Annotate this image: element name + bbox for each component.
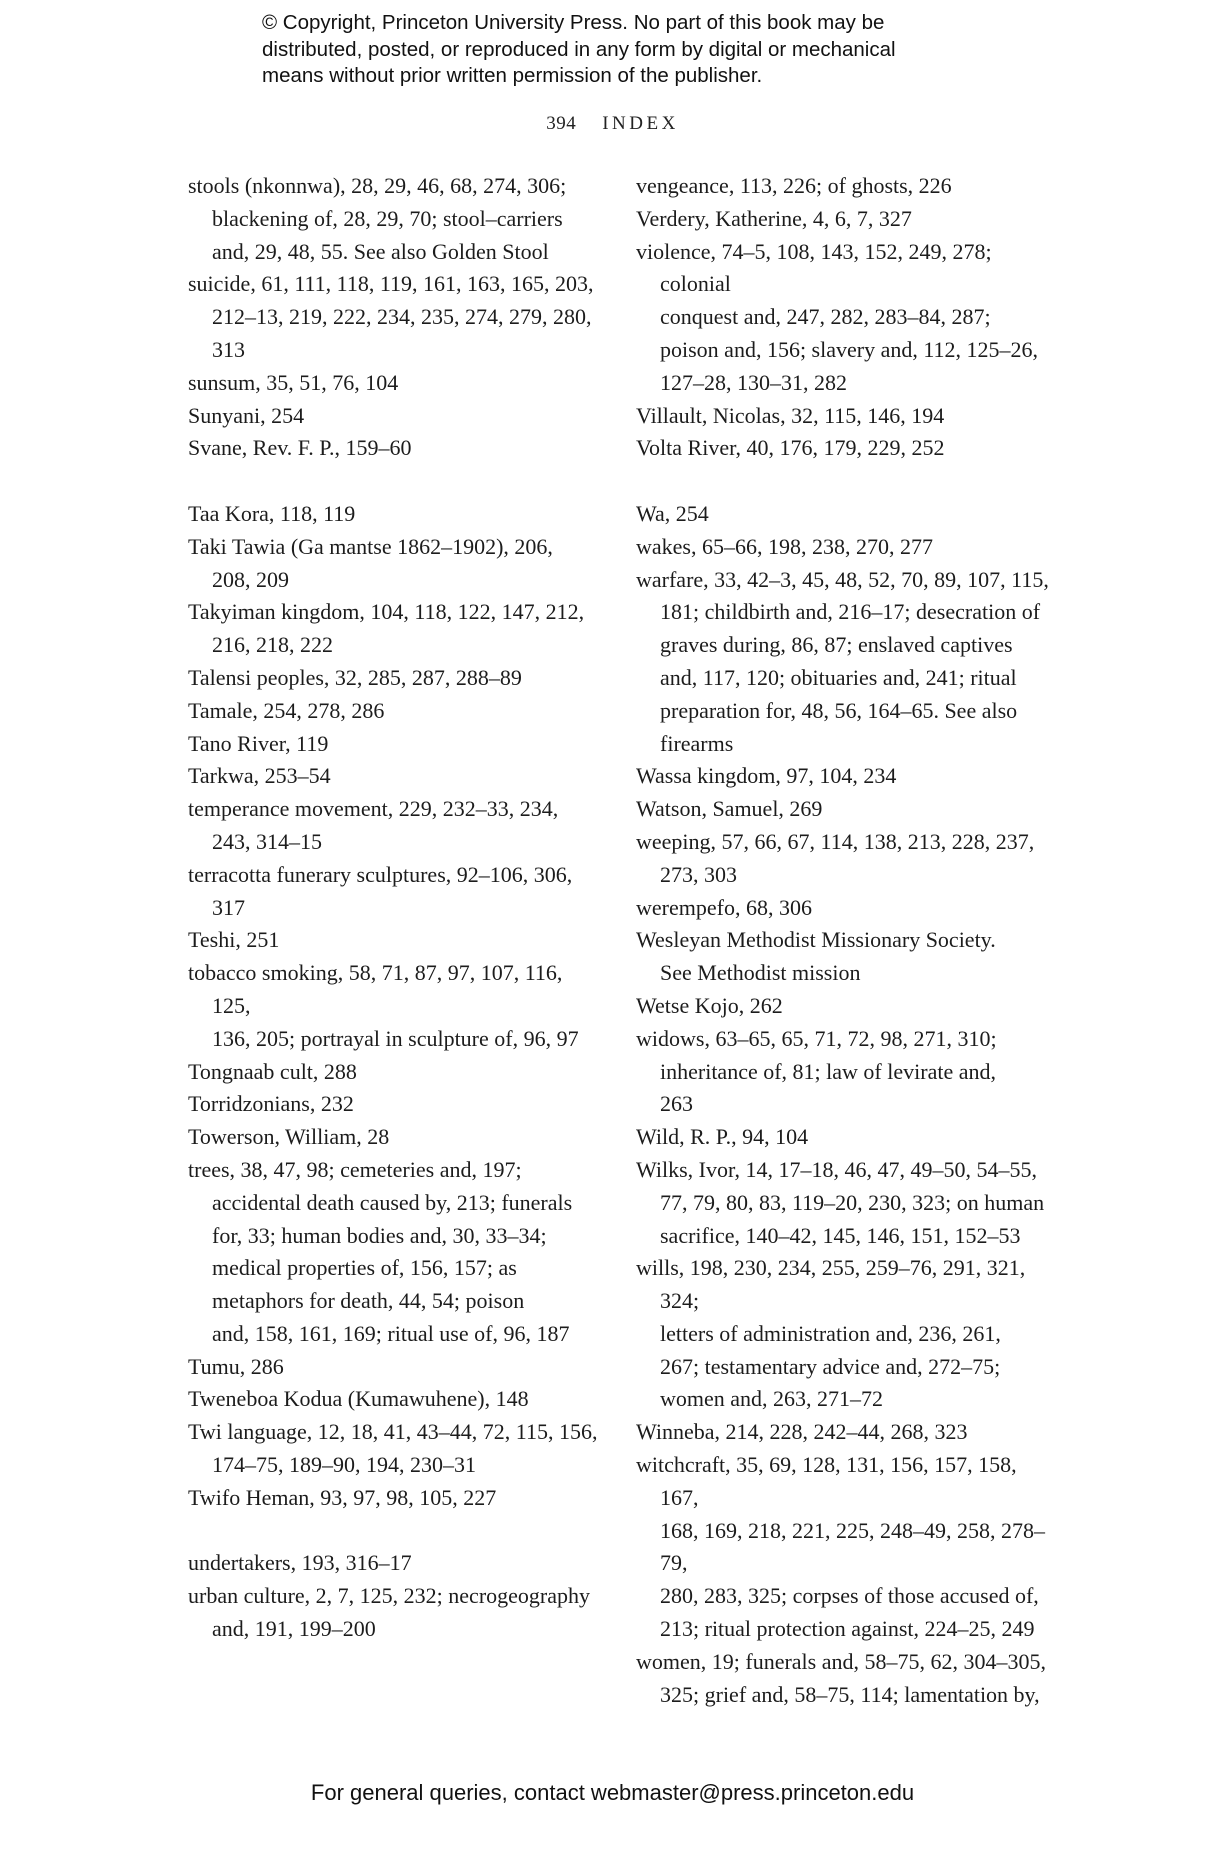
index-entry: sunsum, 35, 51, 76, 104: [188, 369, 399, 395]
running-title: INDEX: [602, 113, 679, 134]
index-entry: Torridzonians, 232: [188, 1091, 354, 1117]
index-entry: Wetse Kojo, 262: [636, 992, 783, 1018]
index-entry: vengeance, 113, 226; of ghosts, 226: [636, 173, 952, 198]
index-entry: urban culture, 2, 7, 125, 232; necrogeography and, 191, 199–200: [188, 1583, 590, 1642]
index-entry: Wesleyan Methodist Missionary Society. See Methodist mission: [636, 927, 996, 986]
index-entry: Tarkwa, 253–54: [188, 763, 331, 789]
index-entry: werempefo, 68, 306: [636, 894, 812, 920]
index-entry: Taki Tawia (Ga mantse 1862–1902), 206, 208, 209: [188, 533, 553, 592]
footer-contact: [0, 1780, 1225, 1806]
index-entry: undertakers, 193, 316–17: [188, 1550, 412, 1576]
index-entry: Tano River, 119: [188, 730, 329, 756]
index-entry: Tweneboa Kodua (Kumawuhene), 148: [188, 1386, 529, 1412]
index-entry: tobacco smoking, 58, 71, 87, 97, 107, 116, 125, 136, 205; portrayal in sculpture of, 96, 97: [188, 960, 579, 1051]
index-entry: weeping, 57, 66, 67, 114, 138, 213, 228, 237, 273, 303: [636, 828, 1035, 887]
index-entry: violence, 74–5, 108, 143, 152, 249, 278; colonial conquest and, 247, 282, 283–84, 287; poison and, 156; slavery and, 112, 125–26, 127–28, 130–31, 282: [636, 238, 1039, 395]
index-entry: wills, 198, 230, 234, 255, 259–76, 291, 321, 324; letters of administration and, 236, 261, 267; testamentary advice and, 272–75; women and, 263, 271–72: [636, 1255, 1026, 1412]
index-entry: women, 19; funerals and, 58–75, 62, 304–305, 325; grief and, 58–75, 114; lamentation by,: [636, 1648, 1046, 1707]
index-entry: Tumu, 286: [188, 1353, 284, 1379]
letter-group-gap: [636, 465, 1056, 498]
index-entry: Volta River, 40, 176, 179, 229, 252: [636, 435, 945, 461]
letter-group-gap: [188, 465, 598, 498]
index-entry: Towerson, William, 28: [188, 1124, 390, 1150]
index-entry: stools (nkonnwa), 28, 29, 46, 68, 274, 306; blackening of, 28, 29, 70; stool–carriers and, 29, 48, 55. See also Golden Stool: [188, 173, 567, 264]
index-entry: Wassa kingdom, 97, 104, 234: [636, 763, 897, 789]
index-entry: Twi language, 12, 18, 41, 43–44, 72, 115, 156, 174–75, 189–90, 194, 230–31: [188, 1419, 598, 1478]
index-entry: suicide, 61, 111, 118, 119, 161, 163, 165, 203, 212–13, 219, 222, 234, 235, 274, 279, 280, 313: [188, 271, 594, 362]
index-entry: Tamale, 254, 278, 286: [188, 697, 385, 723]
copyright-notice: [262, 10, 1022, 90]
index-entry: Teshi, 251: [188, 927, 280, 953]
index-entry: witchcraft, 35, 69, 128, 131, 156, 157, 158, 167, 168, 169, 218, 221, 225, 248–49, 258, 278–79, 280, 283, 325; corpses of those accused of, 213; ritual protection against, 224–25, 249: [636, 1452, 1045, 1642]
index-entry: Taa Kora, 118, 119: [188, 500, 356, 526]
index-entry: warfare, 33, 42–3, 45, 48, 52, 70, 89, 107, 115, 181; childbirth and, 216–17; desecration of graves during, 86, 87; enslaved captives and, 117, 120; obituaries and, 241; ritual preparation for, 48, 56, 164–65. See also firearms: [636, 566, 1049, 756]
copyright-text: © Copyright, Princeton University Press. No part of this book may be distributed, posted, or reproduced in any form by digital or mechanical means without prior written permission of the publisher.: [262, 11, 896, 87]
index-entry: terracotta funerary sculptures, 92–106, 306, 317: [188, 861, 573, 920]
running-head: [0, 113, 1225, 135]
index-entry: trees, 38, 47, 98; cemeteries and, 197; accidental death caused by, 213; funerals for, 33; human bodies and, 30, 33–34; medical properties of, 156, 157; as metaphors for death, 44, 54; poison and, 158, 161, 169; ritual use of, 96, 187: [188, 1156, 573, 1346]
index-entry: Sunyani, 254: [188, 402, 305, 428]
index-entry: Winneba, 214, 228, 242–44, 268, 323: [636, 1419, 968, 1445]
footer-text: For general queries, contact webmaster@press.princeton.edu: [310, 1780, 915, 1805]
index-entry: widows, 63–65, 65, 71, 72, 98, 271, 310; inheritance of, 81; law of levirate and, 263: [636, 1025, 997, 1117]
index-entry: Wa, 254: [636, 500, 709, 526]
index-column-left: [188, 170, 598, 1646]
index-entry: Villault, Nicolas, 32, 115, 146, 194: [636, 402, 945, 428]
index-entry: Talensi peoples, 32, 285, 287, 288–89: [188, 664, 522, 690]
index-entry: Twifo Heman, 93, 97, 98, 105, 227: [188, 1484, 497, 1510]
index-entry: Wild, R. P., 94, 104: [636, 1124, 809, 1150]
index-entry: temperance movement, 229, 232–33, 234, 243, 314–15: [188, 796, 559, 854]
index-entry: Takyiman kingdom, 104, 118, 122, 147, 212, 216, 218, 222: [188, 599, 585, 658]
letter-group-gap: [188, 1515, 598, 1548]
index-entry: Svane, Rev. F. P., 159–60: [188, 435, 412, 461]
page-number: 394: [546, 113, 577, 134]
index-entry: wakes, 65–66, 198, 238, 270, 277: [636, 533, 933, 559]
index-entry: Tongnaab cult, 288: [188, 1058, 357, 1084]
index-column-right: [636, 170, 1056, 1711]
index-entry: Watson, Samuel, 269: [636, 796, 823, 822]
index-entry: Wilks, Ivor, 14, 17–18, 46, 47, 49–50, 54–55, 77, 79, 80, 83, 119–20, 230, 323; on human sacrifice, 140–42, 145, 146, 151, 152–53: [636, 1156, 1045, 1248]
index-entry: Verdery, Katherine, 4, 6, 7, 327: [636, 205, 912, 231]
